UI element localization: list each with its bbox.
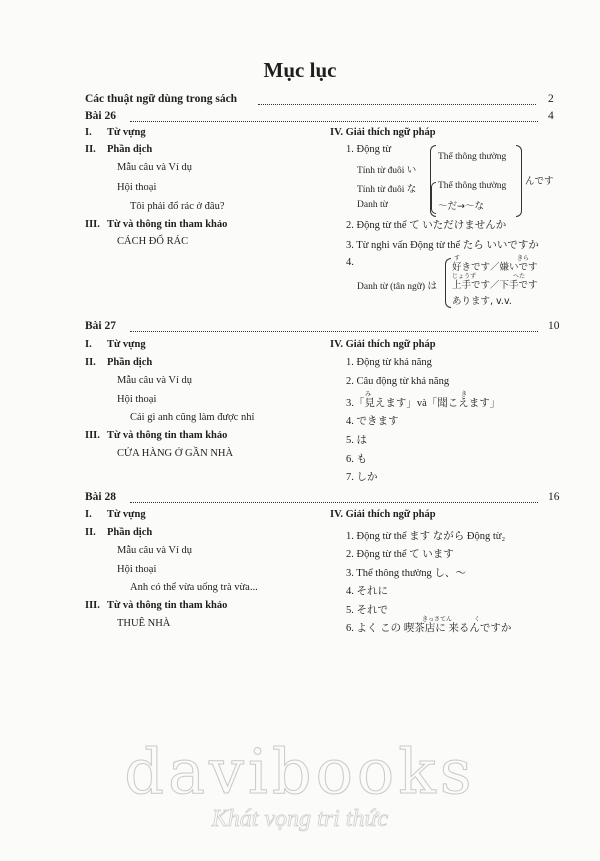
ruby: きっさてん: [422, 616, 453, 623]
list-item: Hội thoại: [117, 564, 157, 575]
ruby: き: [461, 391, 468, 398]
grammar-item: 5. は: [346, 435, 367, 446]
section-vocab: Từ vựng: [107, 127, 146, 138]
lesson-page: 16: [548, 491, 560, 503]
grammar-item: 4. それに: [346, 586, 388, 597]
list-item: CỬA HÀNG Ở GẦN NHÀ: [117, 448, 234, 459]
ruby: く: [474, 616, 481, 623]
grammar-header: IV. Giải thích ngữ pháp: [330, 127, 436, 138]
grammar-item: 2. Động từ thể て いただけませんか: [346, 220, 507, 231]
grammar-item: 6. も: [346, 454, 367, 465]
grammar-item: Thể thông thường: [438, 181, 507, 191]
grammar-item: 7. しか: [346, 472, 378, 483]
section-reference: Từ và thông tin tham khảo: [107, 430, 228, 441]
list-item: Mẫu câu và Ví dụ: [117, 162, 193, 173]
grammar-item: Thể thông thường: [438, 152, 507, 162]
grammar-item: 1. Động từ: [346, 144, 392, 155]
ruby: じょうず: [452, 273, 477, 280]
list-item: Mẫu câu và Ví dụ: [117, 375, 193, 386]
grammar-item: 4.: [346, 257, 354, 268]
grammar-item: Danh từ (tân ngữ) は: [357, 282, 437, 292]
section-translation: Phần dịch: [107, 144, 153, 155]
brace: [516, 145, 522, 217]
grammar-item: 3.「見えます」và「聞こえます」: [346, 398, 501, 409]
list-item: Anh có thể vừa uống trà vừa...: [130, 582, 258, 593]
list-item: Hội thoại: [117, 394, 157, 405]
grammar-item: 上手です／下手です: [452, 280, 538, 291]
list-item: CÁCH ĐỔ RÁC: [117, 236, 189, 247]
grammar-item: 3. Từ nghi vấn Động từ thể たら いいですか: [346, 240, 539, 251]
intro-page: 2: [548, 93, 554, 105]
ruby: す: [454, 255, 461, 262]
section-number: III.: [85, 219, 100, 230]
leader-dots: [130, 331, 538, 332]
watermark-tagline: Khát vọng tri thức: [211, 806, 389, 832]
grammar-item: ～だ→～な: [438, 201, 484, 212]
lesson-page: 10: [548, 320, 560, 332]
grammar-item: 2. Động từ thể て います: [346, 549, 454, 560]
section-number: I.: [85, 127, 92, 138]
brace: [431, 182, 436, 214]
grammar-header: IV. Giải thích ngữ pháp: [330, 509, 436, 520]
grammar-item: 6. よく この 喫茶店に 来るんですか: [346, 623, 512, 634]
list-item: THUÊ NHÀ: [117, 618, 171, 629]
intro-label[interactable]: Các thuật ngữ dùng trong sách: [85, 93, 238, 105]
grammar-item: 好きです／嫌いです: [452, 262, 538, 273]
section-translation: Phần dịch: [107, 357, 153, 368]
section-translation: Phần dịch: [107, 527, 153, 538]
section-reference: Từ và thông tin tham khảo: [107, 600, 228, 611]
grammar-item: 4. できます: [346, 416, 399, 427]
section-vocab: Từ vựng: [107, 339, 146, 350]
watermark-logo: davibooks: [124, 735, 476, 808]
grammar-header: IV. Giải thích ngữ pháp: [330, 339, 436, 350]
section-number: III.: [85, 430, 100, 441]
grammar-item: Danh từ: [357, 200, 388, 210]
leader-dots: [258, 104, 536, 105]
ruby: み: [365, 391, 372, 398]
grammar-item: 1. Động từ thể ます ながら Động từ₂: [346, 531, 506, 542]
leader-dots: [130, 502, 538, 503]
section-number: II.: [85, 527, 96, 538]
grammar-item: あります, v.v.: [452, 296, 512, 307]
grammar-item: Tính từ đuôi な: [357, 185, 417, 195]
lesson-heading[interactable]: Bài 27: [85, 320, 116, 332]
section-number: II.: [85, 357, 96, 368]
ruby: きら: [517, 255, 530, 262]
brace: [445, 258, 451, 308]
section-reference: Từ và thông tin tham khảo: [107, 219, 228, 230]
section-number: I.: [85, 339, 92, 350]
grammar-item: 3. Thể thông thường し、～: [346, 568, 466, 579]
lesson-page: 4: [548, 110, 554, 122]
leader-dots: [130, 121, 538, 122]
list-item: Hội thoại: [117, 182, 157, 193]
grammar-item: 2. Câu động từ khả năng: [346, 376, 450, 387]
grammar-item: 1. Động từ khả năng: [346, 357, 432, 368]
section-number: I.: [85, 509, 92, 520]
section-vocab: Từ vựng: [107, 509, 146, 520]
section-number: II.: [85, 144, 96, 155]
lesson-heading[interactable]: Bài 26: [85, 110, 116, 122]
grammar-item: 5. それで: [346, 605, 388, 616]
grammar-item: んです: [525, 176, 554, 187]
list-item: Cái gì anh cũng làm được nhỉ: [130, 412, 255, 423]
lesson-heading[interactable]: Bài 28: [85, 491, 116, 503]
list-item: Tôi phải đổ rác ở đâu?: [130, 201, 225, 212]
grammar-item: Tính từ đuôi い: [357, 166, 417, 176]
ruby: へた: [513, 273, 526, 280]
list-item: Mẫu câu và Ví dụ: [117, 545, 193, 556]
section-number: III.: [85, 600, 100, 611]
page-title: Mục lục: [263, 58, 337, 82]
